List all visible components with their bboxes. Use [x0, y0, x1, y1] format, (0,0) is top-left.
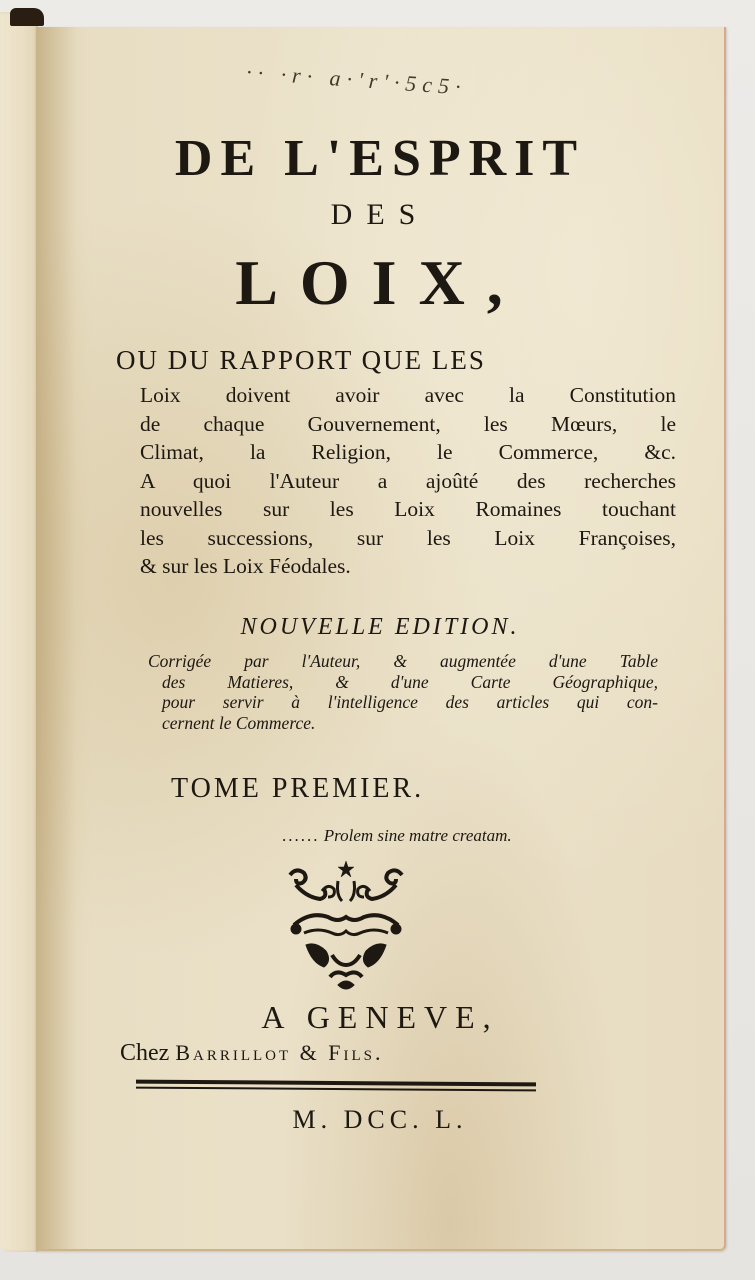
- subtitle-line: de chaque Gouvernement, les Mœurs, le: [140, 411, 676, 436]
- title-line-1: DE L'ESPRIT: [174, 130, 586, 187]
- publisher-prefix: Chez: [120, 1040, 170, 1066]
- edition-description-line: Corrigée par l'Auteur, & augmentée d'une Table: [148, 651, 658, 671]
- title-page: [36, 27, 726, 1251]
- double-rule-thick: [136, 1080, 536, 1087]
- edition-description-line: des Matieres, & d'une Carte Géographique,: [162, 671, 658, 692]
- subtitle-line: Loix doivent avoir avec la Constitution: [140, 383, 676, 407]
- imprint-date: M. DCC. L.: [292, 1105, 468, 1134]
- subtitle-caps-line: OU DU RAPPORT QUE LES: [116, 345, 486, 375]
- epigraph-text: Prolem sine matre creatam.: [323, 826, 512, 845]
- imprint-publisher: [120, 1041, 384, 1065]
- publisher-name: Barrillot & Fils.: [175, 1040, 384, 1065]
- edition-description-line: pour servir à l'intelligence des articles qui con-: [162, 692, 658, 712]
- imprint-place: A GENEVE,: [261, 999, 499, 1035]
- subtitle-line: nouvelles sur les Loix Romaines touchant: [140, 497, 676, 521]
- epigraph-dots: ......: [282, 826, 320, 845]
- double-rule-thin: [136, 1087, 536, 1092]
- volume-label: TOME PREMIER.: [171, 773, 425, 804]
- edition-description: [148, 651, 658, 733]
- subtitle-line: Climat, la Religion, le Commerce, &c.: [140, 440, 676, 464]
- edition-description-line: cernent le Commerce.: [162, 712, 316, 733]
- handwritten-ink-mark: ·· ·r· a·'r'·5c5·: [245, 59, 468, 100]
- title-line-2: DES: [330, 198, 430, 231]
- fleuron-ornament-icon: [276, 855, 416, 995]
- epigraph: [282, 827, 512, 844]
- subtitle-line: & sur les Loix Féodales.: [140, 554, 351, 578]
- subtitle-line: A quoi l'Auteur a ajoûté des recherches: [140, 468, 676, 493]
- title-line-3: LOIX,: [235, 247, 525, 318]
- flyleaf-page-edge: [0, 12, 38, 1252]
- subtitle-body: [116, 381, 676, 581]
- binding-corner: [10, 8, 44, 26]
- subtitle-line: les successions, sur les Loix Françoises,: [140, 525, 676, 550]
- edition-heading: NOUVELLE EDITION.: [240, 614, 520, 640]
